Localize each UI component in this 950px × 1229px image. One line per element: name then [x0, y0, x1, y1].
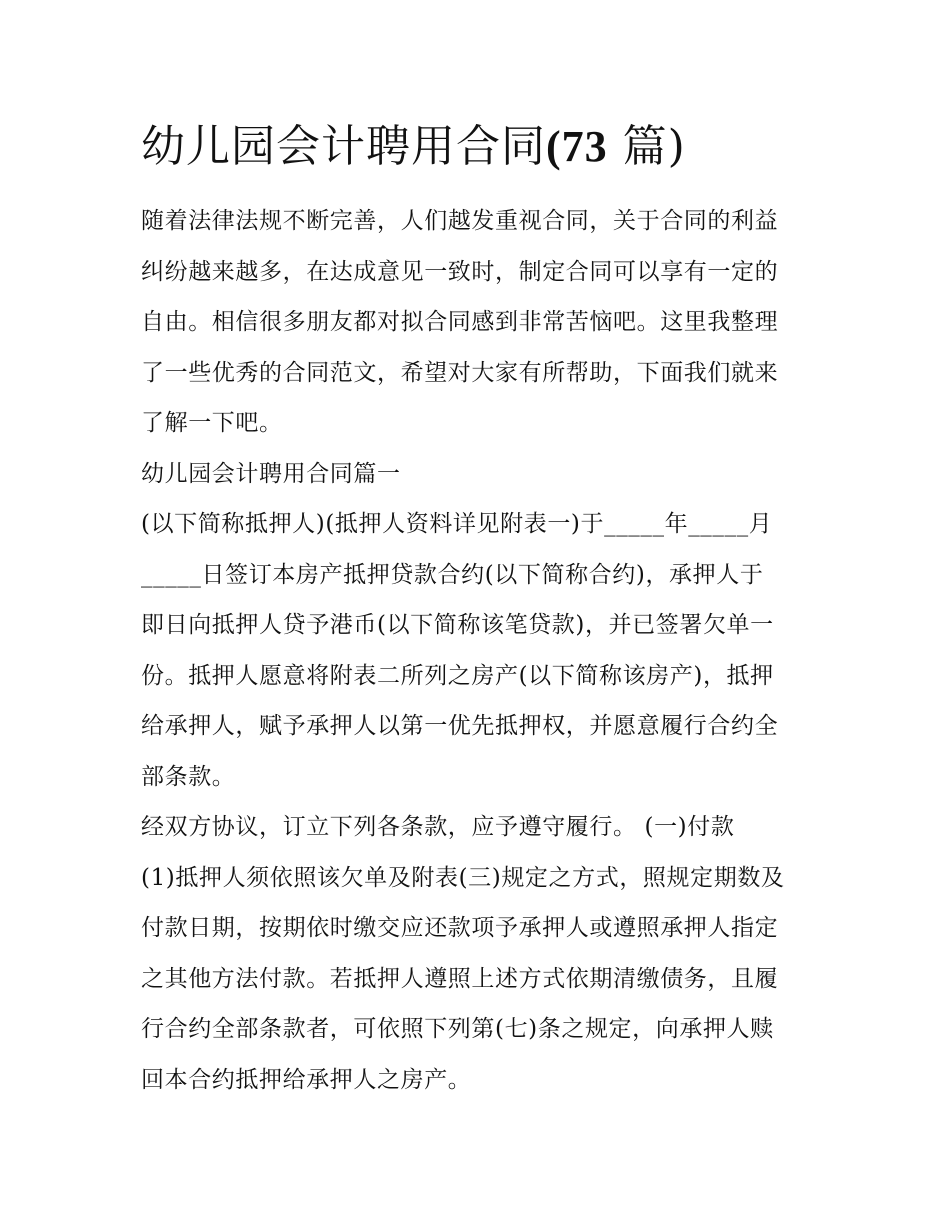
- text-line: 经双方协议，订立下列各条款，应予遵守履行。 (一)付款: [141, 814, 735, 840]
- text-line: 份。抵押人愿意将附表二所列之房产(以下简称该房产)，抵押: [141, 662, 774, 689]
- title-prefix: 幼儿园会计聘用合同: [141, 121, 546, 172]
- text-line: 回本合约抵押给承押人之房产。: [141, 1066, 472, 1093]
- document-content: [141, 118, 813, 1105]
- text-line: (1)抵押人须依照该欠单及附表(三)规定之方式，照规定期数及: [141, 864, 785, 891]
- text-line: 行合约全部条款者，可依照下列第(七)条之规定，向承押人赎: [141, 1016, 774, 1042]
- text-line: 随着法律法规不断完善，人们越发重视合同，关于合同的利益: [141, 208, 779, 234]
- text-line: 部条款。: [141, 763, 236, 790]
- text-line: 纠纷越来越多，在达成意见一致时，制定合同可以享有一定的: [141, 258, 779, 285]
- document-body: [141, 196, 813, 1105]
- document-title: [141, 118, 813, 176]
- text-line: _____日签订本房产抵押贷款合约(以下简称合约)，承押人于: [141, 561, 764, 588]
- title-number: (73: [546, 122, 608, 171]
- text-line: 付款日期，按期依时缴交应还款项予承押人或遵照承押人指定: [141, 915, 779, 941]
- section-heading: 幼儿园会计聘用合同篇一: [141, 460, 401, 487]
- text-line: (以下简称抵押人)(抵押人资料详见附表一)于_____年_____月: [141, 511, 773, 537]
- text-line: 给承押人，赋予承押人以第一优先抵押权，并愿意履行合约全: [141, 713, 779, 739]
- text-line: 了解一下吧。: [141, 410, 283, 436]
- text-line: 了一些优秀的合同范文，希望对大家有所帮助，下面我们就来: [141, 359, 779, 386]
- text-line: 自由。相信很多朋友都对拟合同感到非常苦恼吧。这里我整理: [141, 309, 779, 335]
- text-line: 即日向抵押人贷予港币(以下简称该笔贷款)，并已签署欠单一: [141, 612, 774, 638]
- title-suffix: 篇): [622, 121, 686, 172]
- text-line: 之其他方法付款。若抵押人遵照上述方式依期清缴债务，且履: [141, 965, 779, 992]
